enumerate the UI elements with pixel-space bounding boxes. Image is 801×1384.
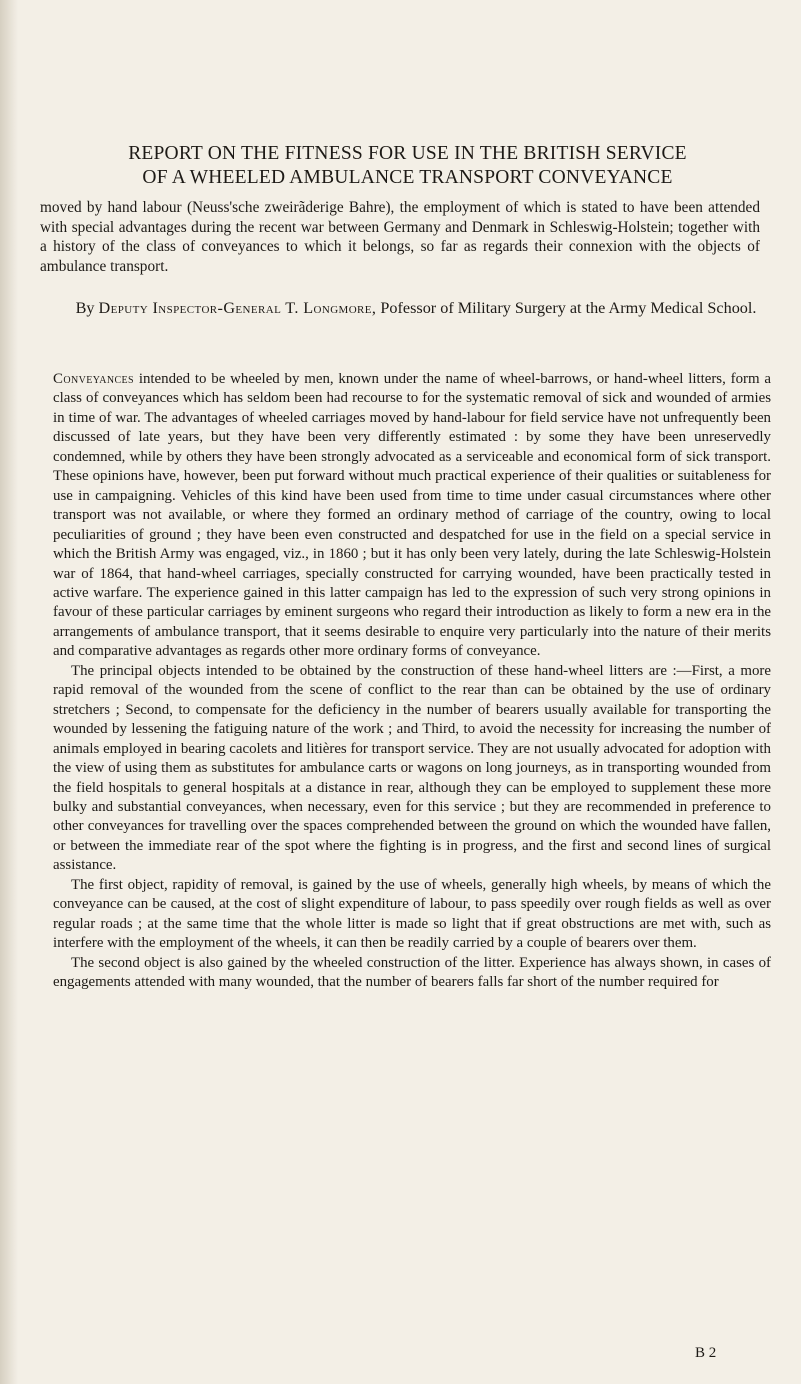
page-title [20, 142, 795, 190]
body-paragraph: The second object is also gained by the wheeled construction of the litter. Experience has always shown, in cases of engagements attended with many wounded, that the number of bearers falls far short of the number required for [53, 954, 771, 991]
report-body [53, 370, 771, 993]
title-line-1: REPORT ON THE FITNESS FOR USE IN THE BRITISH SERVICE [128, 143, 687, 164]
author-name: T. Longmore, [285, 299, 377, 317]
byline-prefix: By [75, 299, 95, 317]
intro-paragraph: moved by hand labour (Neuss'sche zweirãderige Bahre), the employment of which is stated to have been attended with special advantages during the recent war between Germany and Denmark in Schleswig-Holstein; together with a history of the class of conveyances to which it belongs, so far as regards their connexion with the objects of ambulance transport. [40, 199, 760, 275]
lead-word: Conveyances [53, 371, 135, 387]
paragraph-text: intended to be wheeled by men, known under the name of wheel-barrows, or hand-wheel litters, form a class of conveyances which has seldom been had recourse to for the systematic removal of sick and wounded of armies in time of war. The advantages of wheeled carriages moved by hand-labour for field service have not unfrequently been discussed of late years, but they have been very differently estimated : by some they have been unreservedly condemned, while by others they have been strongly advocated as a serviceable and economical form of sick transport. These opinions have, however, been put forward without much practical experience of their qualities or suitableness for use in campaigning. Vehicles of this kind have been used from time to time under casual circumstances where other transport was not available, or where they formed an ordinary method of carriage of the country, owing to local peculiarities of ground ; they have been even constructed and despatched for use in the field on a special service in which the British Army was engaged, viz., in 1860 ; but it has only been very lately, during the late Schleswig-Holstein war of 1864, that hand-wheel carriages, specially constructed for carrying wounded, have been practically tested in active warfare. The experience gained in this latter campaign has led to the expression of such very strong opinions in favour of these particular carriages by eminent surgeons who regard their introduction as likely to form a new era in the arrangements of ambulance transport, that it seems desirable to enquire very particularly into the nature of their merits and comparative advantages as regards other more ordinary forms of conveyance. [53, 371, 771, 660]
body-paragraph: The first object, rapidity of removal, is gained by the use of wheels, generally high wheels, by means of which the conveyance can be caused, at the cost of slight expenditure of labour, to pass speedily over rough fields as well as over regular roads ; at the same time that the whole litter is made so light that if great obstructions are met with, such as interfere with the employment of the wheels, it can then be readily carried by a couple of bearers over them. [53, 876, 771, 952]
author-title: Pofessor of Military Surgery at the Army Medical School. [380, 299, 757, 317]
author-rank: Deputy Inspector-General [98, 299, 282, 317]
body-paragraph [53, 370, 771, 662]
page-edge-shadow [0, 0, 18, 1384]
title-line-2: OF A WHEELED AMBULANCE TRANSPORT CONVEYANCE [142, 167, 673, 188]
signature-mark: B 2 [695, 1345, 717, 1361]
author-byline [56, 298, 776, 318]
body-paragraph: The principal objects intended to be obtained by the construction of these hand-wheel litters are :—First, a more rapid removal of the wounded from the scene of conflict to the rear than can be obtained by the use of ordinary stretchers ; Second, to compensate for the deficiency in the number of bearers usually available for transporting the wounded by lessening the fatiguing nature of the work ; and Third, to avoid the necessity for increasing the number of animals employed in bearing cacolets and litières for transport service. They are not usually advocated for adoption with the view of using them as substitutes for ambulance carts or wagons on long journeys, as in transporting wounded from the field hospitals to general hospitals at a distance in rear, although they can be employed to supplement these more bulky and substantial conveyances, when necessary, even for this service ; but they are recommended in preference to other conveyances for travelling over the spaces comprehended between the ground on which the wounded have fallen, or between the immediate rear of the spot where the fighting is in progress, and the first and second lines of surgical assistance. [53, 662, 771, 874]
